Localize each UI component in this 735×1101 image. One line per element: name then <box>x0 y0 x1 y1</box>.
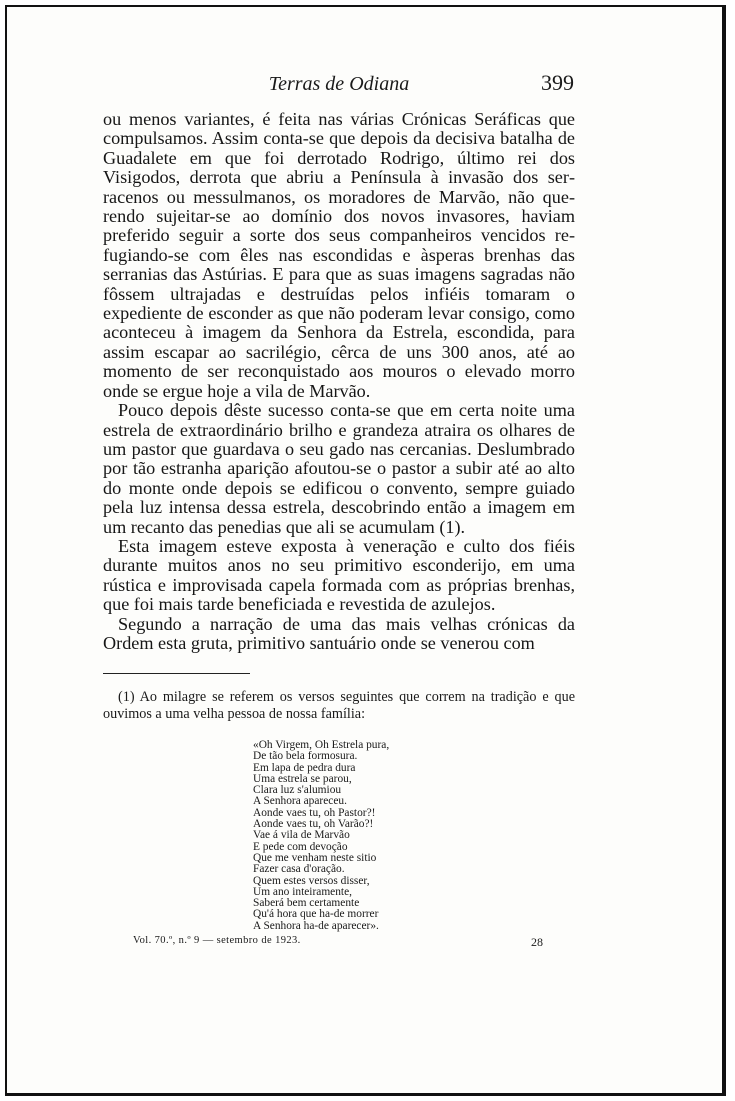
verse-line: Fazer casa d'oração. <box>253 863 345 876</box>
running-title: Terras de Odiana <box>268 73 410 95</box>
page-header <box>104 70 574 100</box>
verse-line: Uma estrela se parou, <box>253 772 352 785</box>
footnote-verse <box>253 740 453 932</box>
verse-line: Que me venham neste sitio <box>253 851 377 864</box>
volume-line: Vol. 70.º, n.º 9 — setembro de 1923. <box>133 935 301 946</box>
paragraph: Esta imagem esteve exposta à veneração e culto dos fiéis durante muitos anos no seu primitivo esconderijo, em uma rústica e improvisada capela formada com as próprias brenhas, que foi mais tarde beneficiada e revestida de azulejos. <box>103 535 575 615</box>
verse-line: Em lapa de pedra dura <box>253 761 356 774</box>
verse-line: Qu'á hora que ha-de morrer <box>253 908 379 921</box>
footnote-text: (1) Ao milagre se referem os versos seguintes que correm na tradição e que ouvimos a uma velha pessoa de nossa família: <box>103 689 575 722</box>
verse-line: Quem estes versos disser, <box>253 874 370 887</box>
verse-line: De tão bela formosura. <box>253 750 358 763</box>
verse-line: A Senhora apareceu. <box>253 795 347 808</box>
page-footer <box>133 933 543 951</box>
verse-line: Um ano inteiramente, <box>253 885 353 898</box>
verse-line: Saberá bem certamente <box>253 897 360 910</box>
signature-mark: 28 <box>531 935 543 949</box>
verse-line: E pede com devoção <box>253 840 348 853</box>
footnote <box>103 689 575 723</box>
verse-line: Aonde vaes tu, oh Pastor?! <box>253 806 376 819</box>
verse-line: Clara luz s'alumiou <box>253 784 342 797</box>
paragraph: Segundo a narração de uma das mais velhas crónicas da Ordem esta gruta, primitivo santuário onde se venerou com <box>103 613 575 653</box>
verse-line: Aonde vaes tu, oh Varão?! <box>253 818 374 831</box>
paragraph: ou menos variantes, é feita nas várias Crónicas Seráficas que compulsamos. Assim conta-se que depois da decisiva batalha de Guadalete em que foi derrotado Rodrigo, último rei dos Visigodos, derrota que abriu a Península à invasão dos serracenos ou messulmanos, os moradores de Marvão, não querendo sujeitar-se ao domínio dos novos invasores, haviam preferido seguir a sorte dos seus companheiros vencidos refugiando-se com êles nas escondidas e àsperas brenhas das serranias das Astúrias. E para que as suas imagens sagradas não fôssem ultrajadas e destruídas pelos infiéis tomaram o expediente de esconder as que não poderam levar consigo, como aconteceu à imagem da Senhora da Estrela, escondida, para assim escapar ao sacrilégio, cêrca de uns 300 anos, até ao momento de ser reconquistado aos mouros o elevado morro onde se ergue hoje a vila de Marvão. <box>103 109 575 401</box>
page-number: 399 <box>541 70 574 95</box>
verse-line: A Senhora ha-de aparecer». <box>253 919 379 932</box>
verse-line: Vae á vila de Marvão <box>253 829 350 842</box>
paragraph: Pouco depois dêste sucesso conta-se que em certa noite uma estrela de extraordinário brilho e grandeza atraira os olhares de um pastor que guardava o seu gado nas cercanias. Deslumbrado por tão estranha aparição afoutou-se o pastor a subir até ao alto do monte onde depois se edificou o convento, sempre guiado pela luz intensa dessa estrela, descobrindo então a imagem em um recanto das penedias que ali se acumulam (1). <box>103 400 575 537</box>
footnote-rule <box>103 673 250 674</box>
verse-line: «Oh Virgem, Oh Estrela pura, <box>253 739 390 751</box>
body-text <box>103 110 575 653</box>
